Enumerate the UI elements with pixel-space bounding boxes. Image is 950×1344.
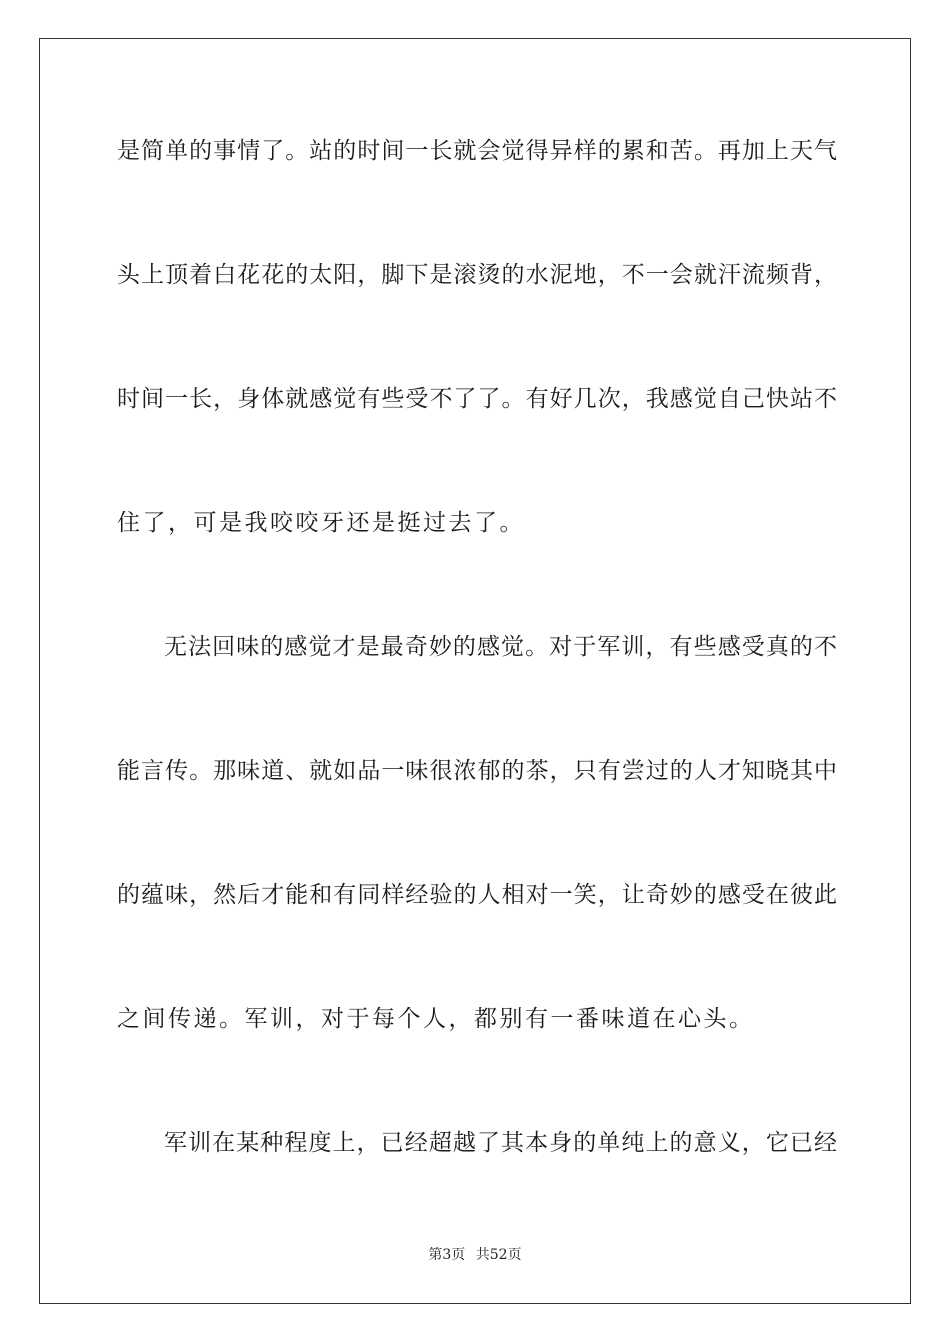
body-line-8: 之间传递。军训，对于每个人，都别有一番味道在心头。 bbox=[117, 1006, 755, 1032]
body-line-4: 住了，可是我咬咬牙还是挺过去了。 bbox=[117, 510, 525, 536]
body-line-3: 时间一长，身体就感觉有些受不了了。有好几次，我感觉自己快站不 bbox=[117, 386, 837, 412]
total-pages: 共52页 bbox=[475, 1247, 522, 1263]
body-line-6: 能言传。那味道、就如品一味很浓郁的茶，只有尝过的人才知晓其中 bbox=[117, 758, 837, 784]
page-footer bbox=[0, 1245, 950, 1265]
page-number: 第3页 bbox=[428, 1247, 466, 1263]
body-line-2: 头上顶着白花花的太阳，脚下是滚烫的水泥地，不一会就汗流频背， bbox=[117, 262, 837, 288]
page-border bbox=[39, 38, 911, 1304]
body-line-5: 无法回味的感觉才是最奇妙的感觉。对于军训，有些感受真的不 bbox=[164, 634, 837, 660]
body-line-9: 军训在某种程度上，已经超越了其本身的单纯上的意义，它已经 bbox=[164, 1130, 837, 1156]
body-line-1: 是简单的事情了。站的时间一长就会觉得异样的累和苦。再加上天气 bbox=[117, 138, 837, 164]
body-line-7: 的蕴味，然后才能和有同样经验的人相对一笑，让奇妙的感受在彼此 bbox=[117, 882, 837, 908]
